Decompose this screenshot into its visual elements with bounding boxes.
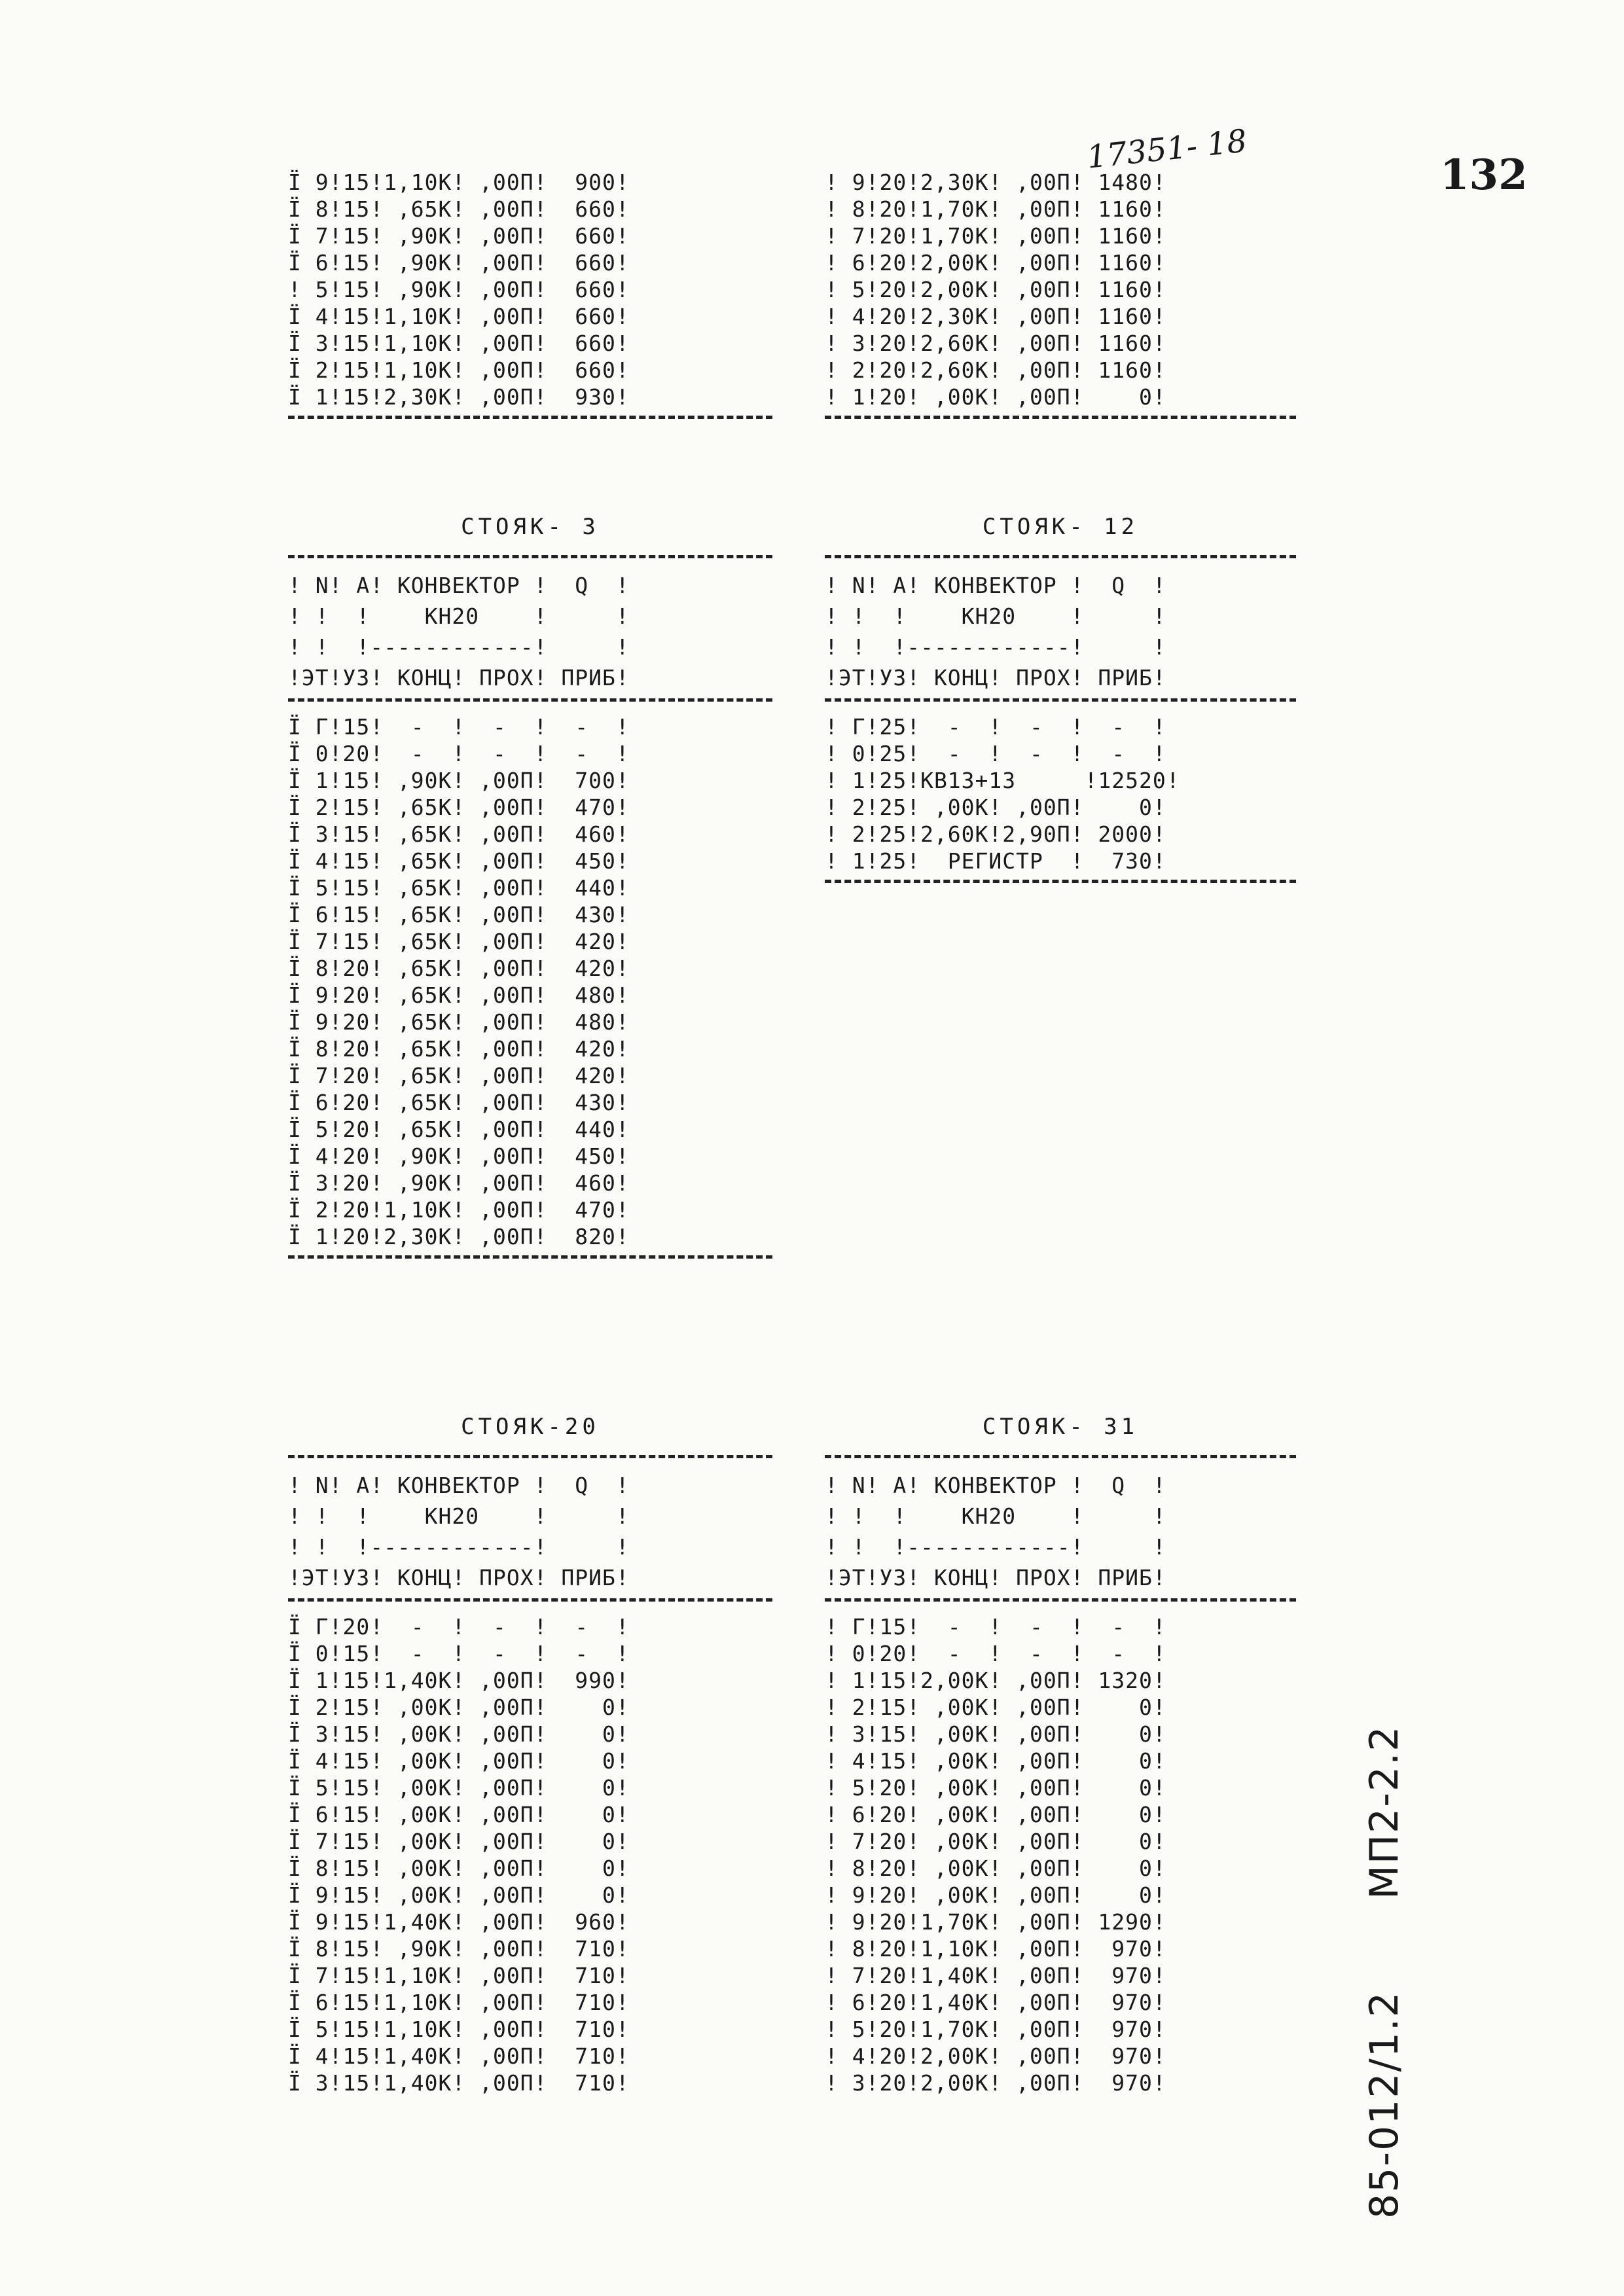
header-row: !ЭТ!УЗ! КОНЦ! ПРОХ! ПРИБ! [825,1565,1166,1590]
table-row: ! 3!20!2,60К! ,00П! 1160! [825,331,1166,356]
table-row: Ї 1!15!1,40К! ,00П! 990! [288,1668,630,1693]
table-row: ! 8!20!1,70К! ,00П! 1160! [825,196,1166,222]
table-row: Ї 6!15! ,65К! ,00П! 430! [288,902,630,927]
table-row: Ї 5!15! ,00К! ,00П! 0! [288,1775,630,1801]
table-row: Ї 2!15! ,65К! ,00П! 470! [288,795,630,820]
table-row: Ї 2!15! ,00К! ,00П! 0! [288,1695,630,1720]
table-row: ! 7!20!1,70К! ,00П! 1160! [825,223,1166,249]
table-row: Ї 8!15! ,00К! ,00П! 0! [288,1856,630,1881]
table-row: ! 4!20!2,00К! ,00П! 970! [825,2043,1166,2069]
table-row: Ї Г!15! - ! - ! - ! [288,714,630,740]
table-title: СТОЯК-20 [461,1414,600,1440]
table-row: ! 7!20! ,00К! ,00П! 0! [825,1829,1166,1854]
document-code [1362,1725,1407,2219]
table-row: Ї 5!15!1,10К! ,00П! 710! [288,2017,630,2042]
page-number: 132 [1440,151,1528,200]
table-row: Ї 7!15! ,00К! ,00П! 0! [288,1829,630,1854]
table-title: СТОЯК- 31 [982,1414,1139,1440]
header-row: ! N! A! КОНВЕКТОР ! Q ! [288,1473,630,1498]
table-row: ! 5!20!2,00К! ,00П! 1160! [825,277,1166,302]
table-top-right [825,169,1296,431]
table-row: ! Г!25! - ! - ! - ! [825,714,1166,740]
table-row: ! 4!20!2,30К! ,00П! 1160! [825,304,1166,329]
header-row: ! N! A! КОНВЕКТОР ! Q ! [825,573,1166,598]
table-row: ! 3!15! ,00К! ,00П! 0! [825,1721,1166,1747]
header-row: ! ! ! КН20 ! ! [288,1503,630,1529]
table-title: СТОЯК- 3 [461,514,600,540]
header-row: !ЭТ!УЗ! КОНЦ! ПРОХ! ПРИБ! [288,665,630,691]
table-row: Ї 5!20! ,65К! ,00П! 440! [288,1117,630,1142]
header-row: !ЭТ!УЗ! КОНЦ! ПРОХ! ПРИБ! [288,1565,630,1590]
table-row: Ї 7!15! ,65К! ,00П! 420! [288,929,630,954]
table-header [825,570,1296,693]
table-row: Ї 7!15! ,90К! ,00П! 660! [288,223,630,249]
divider [825,416,1296,425]
table-row: ! 2!15! ,00К! ,00П! 0! [825,1695,1166,1720]
table-row: ! 5!20!1,70К! ,00П! 970! [825,2017,1166,2042]
table-row: Ї 9!20! ,65К! ,00П! 480! [288,1009,630,1035]
table-row: ! 9!20! ,00К! ,00П! 0! [825,1882,1166,1908]
table-row: Ї 1!20!2,30К! ,00П! 820! [288,1224,630,1249]
table-row: Ї 5!15! ,65К! ,00П! 440! [288,875,630,901]
table-rows [825,169,1296,410]
document-code-right: МП2-2.2 [1362,1725,1407,1899]
divider [825,555,1296,565]
table-row: Ї 8!15! ,65К! ,00П! 660! [288,196,630,222]
table-row: Ї 4!20! ,90К! ,00П! 450! [288,1143,630,1169]
header-row: ! ! !------------! ! [825,1534,1166,1560]
stoyak-12-table [825,504,1296,895]
table-header [288,1470,772,1593]
table-row: Ї 4!15!1,40К! ,00П! 710! [288,2043,630,2069]
table-row: ! Г!15! - ! - ! - ! [825,1614,1166,1640]
table-row: ! 0!20! - ! - ! - ! [825,1641,1166,1666]
header-row: ! N! A! КОНВЕКТОР ! Q ! [825,1473,1166,1498]
table-row: ! 5!15! ,90К! ,00П! 660! [288,277,630,302]
table-row: Ї 4!15! ,65К! ,00П! 450! [288,848,630,874]
stoyak-20-table [288,1404,772,2096]
table-row: Ї 7!15!1,10К! ,00П! 710! [288,1963,630,1988]
divider [825,1598,1296,1608]
divider [288,1598,772,1608]
table-row: Ї 6!20! ,65К! ,00П! 430! [288,1090,630,1115]
table-rows [288,713,772,1250]
table-row: ! 7!20!1,40К! ,00П! 970! [825,1963,1166,1988]
table-row: ! 8!20! ,00К! ,00П! 0! [825,1856,1166,1881]
table-row: Ї 8!15! ,90К! ,00П! 710! [288,1936,630,1962]
table-row: Ї 0!20! - ! - ! - ! [288,741,630,766]
document-code-left: 85-012/1.2 [1362,1990,1407,2219]
table-row: Ї 1!15! ,90К! ,00П! 700! [288,768,630,793]
table-row: ! 2!25! ,00К! ,00П! 0! [825,795,1166,820]
handwritten-note: 17351- 18 [1085,122,1249,176]
table-row: Ї 0!15! - ! - ! - ! [288,1641,630,1666]
table-row: ! 2!20!2,60К! ,00П! 1160! [825,357,1166,383]
table-row: Ї 6!15! ,90К! ,00П! 660! [288,250,630,276]
divider [288,698,772,708]
table-row: Ї 4!15! ,00К! ,00П! 0! [288,1748,630,1774]
table-row: ! 9!20!1,70К! ,00П! 1290! [825,1909,1166,1935]
divider [825,880,1296,889]
table-row: ! 0!25! - ! - ! - ! [825,741,1166,766]
table-row: Ї 9!15! ,00К! ,00П! 0! [288,1882,630,1908]
header-row: ! ! ! КН20 ! ! [825,603,1166,629]
table-row: ! 9!20!2,30К! ,00П! 1480! [825,170,1166,195]
table-row: ! 4!15! ,00К! ,00П! 0! [825,1748,1166,1774]
table-header [825,1470,1296,1593]
table-row: Ї 8!20! ,65К! ,00П! 420! [288,956,630,981]
table-row: Ї 1!15!2,30К! ,00П! 930! [288,384,630,410]
table-rows [825,1613,1296,2096]
table-rows [288,1613,772,2096]
table-top-left [288,169,772,431]
table-row: ! 1!20! ,00К! ,00П! 0! [825,384,1166,410]
divider [825,698,1296,708]
table-title: СТОЯК- 12 [982,514,1139,540]
header-row: !ЭТ!УЗ! КОНЦ! ПРОХ! ПРИБ! [825,665,1166,691]
table-row: ! 3!20!2,00К! ,00П! 970! [825,2070,1166,2096]
table-row: ! 1!15!2,00К! ,00П! 1320! [825,1668,1166,1693]
table-row: Ї 7!20! ,65К! ,00П! 420! [288,1063,630,1088]
table-row: ! 6!20! ,00К! ,00П! 0! [825,1802,1166,1827]
header-row: ! ! ! КН20 ! ! [825,1503,1166,1529]
divider [288,555,772,565]
stoyak-31-table [825,1404,1296,2096]
table-row: Ї 9!15!1,10К! ,00П! 900! [288,170,630,195]
header-row: ! N! A! КОНВЕКТОР ! Q ! [288,573,630,598]
table-header [288,570,772,693]
table-row: Ї Г!20! - ! - ! - ! [288,1614,630,1640]
table-row: Ї 3!15!1,10К! ,00П! 660! [288,331,630,356]
divider [288,416,772,425]
table-rows [288,169,772,410]
divider [288,1255,772,1265]
table-row: Ї 2!15!1,10К! ,00П! 660! [288,357,630,383]
table-row: ! 5!20! ,00К! ,00П! 0! [825,1775,1166,1801]
table-row: ! 6!20!2,00К! ,00П! 1160! [825,250,1166,276]
table-row: Ї 4!15!1,10К! ,00П! 660! [288,304,630,329]
table-row: ! 8!20!1,10К! ,00П! 970! [825,1936,1166,1962]
table-row: Ї 6!15! ,00К! ,00П! 0! [288,1802,630,1827]
table-row: Ї 6!15!1,10К! ,00П! 710! [288,1990,630,2015]
header-row: ! ! ! КН20 ! ! [288,603,630,629]
table-row: Ї 9!20! ,65К! ,00П! 480! [288,982,630,1008]
header-row: ! ! !------------! ! [825,634,1166,660]
table-row: ! 1!25! РЕГИСТР ! 730! [825,848,1166,874]
table-rows [825,713,1296,874]
table-row: Ї 9!15!1,40К! ,00П! 960! [288,1909,630,1935]
table-row: Ї 3!20! ,90К! ,00П! 460! [288,1170,630,1196]
table-row: Ї 3!15! ,65К! ,00П! 460! [288,821,630,847]
table-row: ! 6!20!1,40К! ,00П! 970! [825,1990,1166,2015]
header-row: ! ! !------------! ! [288,634,630,660]
table-row: Ї 2!20!1,10К! ,00П! 470! [288,1197,630,1223]
table-row: ! 1!25!КВ13+13 !12520! [825,768,1180,793]
table-row: Ї 8!20! ,65К! ,00П! 420! [288,1036,630,1062]
table-row: Ї 3!15! ,00К! ,00П! 0! [288,1721,630,1747]
header-row: ! ! !------------! ! [288,1534,630,1560]
stoyak-3-table [288,504,772,1270]
table-row: Ї 3!15!1,40К! ,00П! 710! [288,2070,630,2096]
table-row: ! 2!25!2,60К!2,90П! 2000! [825,821,1166,847]
divider [288,1455,772,1465]
divider [825,1455,1296,1465]
